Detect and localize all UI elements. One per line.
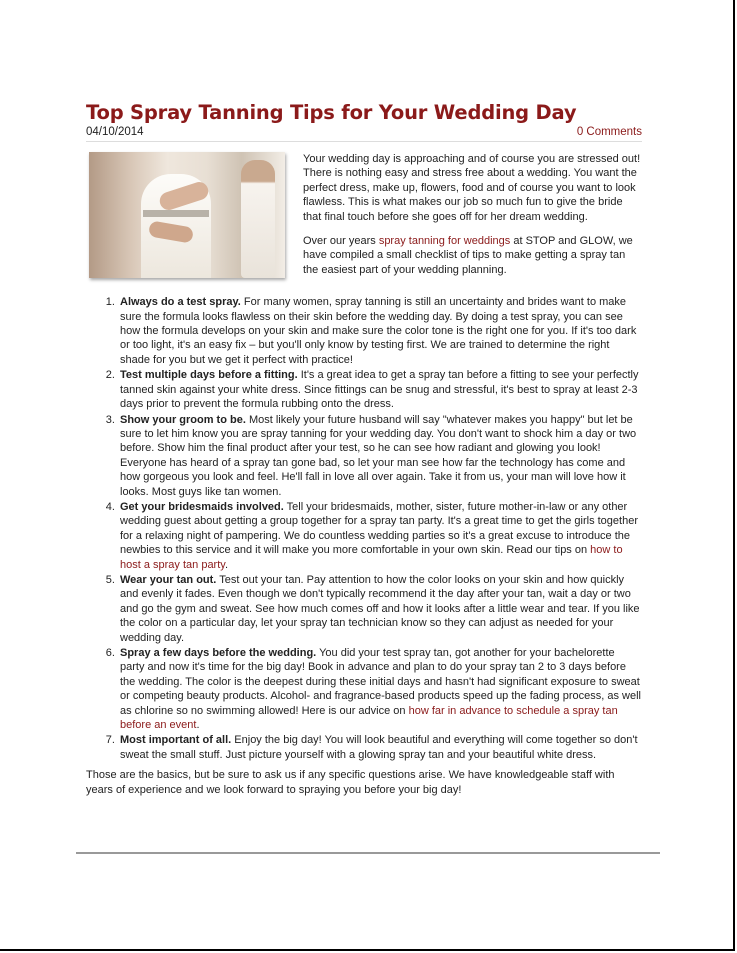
blog-article — [86, 100, 642, 797]
post-date: 04/10/2014 — [86, 126, 144, 138]
intro-paragraph-1: Your wedding day is approaching and of course you are stressed out! There is nothing easy and stress free about a wedding. You want the perfect dress, make up, flowers, food and of course you want to look flawless. This is what makes our job so much fun to give the bride that final touch before she goes off for her dream wedding. — [303, 153, 641, 223]
tips-list — [86, 295, 642, 762]
belt-shape — [143, 210, 209, 217]
intro-paragraph-2: Over our years spray tanning for weddings at STOP and GLOW, we have compiled a small checklist of tips to make getting a spray tan the easiest part of your wedding planning. — [303, 235, 633, 276]
schedule-spray-tan-link[interactable]: how far in advance to schedule a spray tan before an event — [120, 704, 618, 732]
tip-item: 6. Spray a few days before the wedding. You did your test spray tan, got another for your bachelorette party and now it's time for the big day! Book in advance and plan to do your spray tan 2 to 3 days before the wedding. The color is the deepest during these initial days and hasn't had significant exposure to sweat or competing beauty products. Alcohol- and fragrance-based products speed up the fading process, as well as chlorine so no swimming allowed! Here is our advice on how far in advance to schedule a spray tan before an event. — [118, 646, 642, 732]
tip-item: 7. Most important of all. Enjoy the big day! You will look beautiful and everything will come together so don't sweat the small stuff. Just picture yourself with a glowing spray tan and your beautiful white dress. — [118, 733, 642, 762]
host-spray-tan-party-link[interactable]: how to host a spray tan party — [120, 544, 623, 571]
spray-tanning-weddings-link[interactable]: spray tanning for weddings — [378, 235, 511, 248]
comments-link[interactable]: 0 Comments — [576, 126, 642, 138]
tip-item: 4. Get your bridesmaids involved. Tell your bridesmaids, mother, sister, future mother-in-law or any other wedding guest about getting a group together for a spray tan party. It's a great time to get the girls together for a relaxing night of pampering. We do countless wedding parties so it's a great excuse to introduce the newbies to this service and it will make you more comfortable in your own skin. Read our tips on how to host a spray tan party. — [118, 500, 642, 572]
tip-item: 5. Wear your tan out. Test out your tan. Pay attention to how the color looks on your skin and how quickly and evenly it fades. Even though we don't typically recommend it the day after your tan, wait a day or two and go the gym and sweat. See how much comes off and how it looks after a little wear and tear. If you like the color on a particular day, let your spray tan technician know so they can adjust as needed for your wedding day. — [118, 573, 642, 645]
tip-item: 3. Show your groom to be. Most likely your future husband will say "whatever makes you happy" but let be sure to let him know you are spray tanning for your wedding day. You don't want to shock him a day or two before. Show him the final product after your test, so he can see how radiant and glowing you look! Everyone has heard of a spray tan gone bad, so let your man see how far the technology has come and how gorgeous you look and feel. He'll fall in love all over again. Take it from us, your man will love how it looks. Most guys like tan women. — [118, 413, 642, 499]
intro-text — [303, 152, 642, 287]
bride-reflection-shape — [241, 160, 275, 278]
wedding-dress-photo — [89, 152, 285, 278]
article-meta — [86, 126, 642, 142]
tip-item: 1. Always do a test spray. For many women, spray tanning is still an uncertainty and brides want to make sure the formula looks flawless on their skin before the wedding day. By doing a test spray, you can see how the formula develops on your skin and make sure the color tone is the right one for you. If it's too dark or too light, it's an easy fix – but you'll only know by testing first. We are trained to determine the right shade for you but we get it perfect with practice! — [118, 295, 642, 367]
closing-paragraph: Those are the basics, but be sure to ask us if any specific questions arise. We have knowledgeable staff with years of experience and we look forward to spraying you before your big day! — [86, 769, 615, 796]
bottom-divider — [76, 852, 660, 854]
tip-item: 2. Test multiple days before a fitting. It's a great idea to get a spray tan before a fitting to see your perfectly tanned skin against your white dress. Since fittings can be snug and stressful, it's best to spray at least 2-3 days prior to prevent the formula rubbing onto the dress. — [118, 368, 642, 411]
article-intro — [86, 152, 642, 287]
article-title[interactable]: Top Spray Tanning Tips for Your Wedding Day — [86, 101, 577, 124]
